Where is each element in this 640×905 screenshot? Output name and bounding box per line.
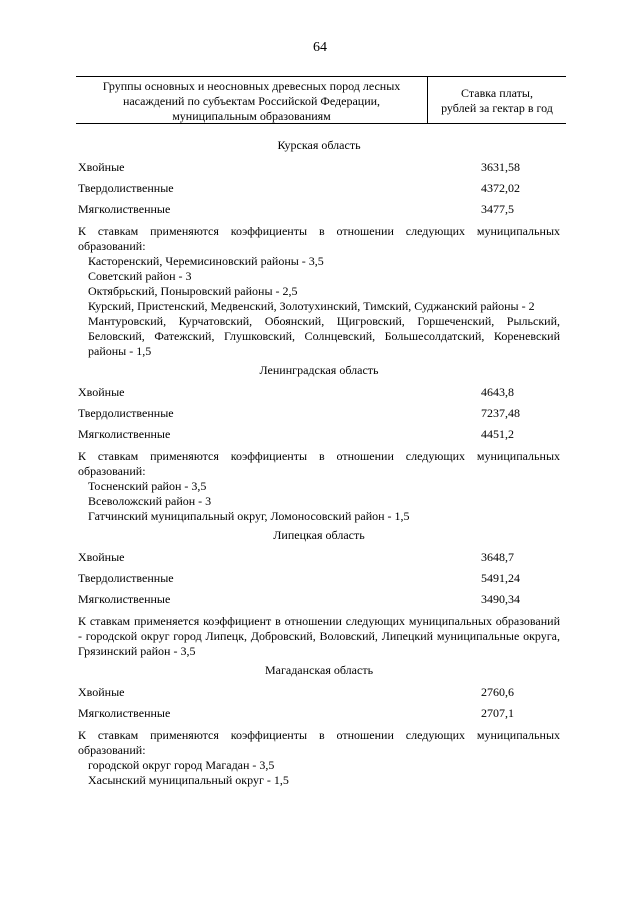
note-item: Всеволожский район - 3: [88, 494, 212, 508]
note-item: Советский район - 3: [88, 269, 192, 283]
region-title-lipetsk: Липецкая область: [273, 528, 365, 542]
table-header: [76, 76, 566, 124]
coefficient-note-lipetsk: [78, 614, 560, 659]
table-row: [78, 547, 560, 568]
species-group: Хвойные: [78, 685, 125, 699]
rate-value: 4643,8: [481, 385, 514, 399]
species-group: Хвойные: [78, 160, 125, 174]
region-title-leningrad: Ленинградская область: [259, 363, 379, 377]
rate-value: 3477,5: [481, 202, 514, 216]
note-item: Гатчинский муниципальный округ, Ломоносовский район - 1,5: [88, 509, 410, 523]
species-group: Твердолиственные: [78, 181, 174, 195]
note-item: Хасынский муниципальный округ - 1,5: [88, 773, 289, 787]
page-number: 64: [313, 40, 327, 55]
note-item: Тосненский район - 3,5: [88, 479, 207, 493]
note-intro: К ставкам применяются коэффициенты в отношении следующих муниципальных образований:: [78, 224, 560, 253]
rate-value: 5491,24: [481, 571, 520, 585]
table-row: [78, 403, 560, 424]
species-group: Твердолиственные: [78, 571, 174, 585]
rate-value: 3490,34: [481, 592, 520, 606]
header-rate-line: Ставка платы,: [461, 86, 533, 100]
species-group: Мягколиственные: [78, 706, 171, 720]
note-item: Касторенский, Черемисиновский районы - 3,5: [88, 254, 324, 268]
header-groups-column: [76, 77, 428, 123]
rate-value: 4451,2: [481, 427, 514, 441]
header-rate-column: [428, 77, 566, 123]
header-groups-line: Группы основных и неосновных древесных пород лесных: [102, 79, 401, 93]
header-groups-line: насаждений по субъектам Российской Федерации,: [122, 94, 381, 108]
rate-value: 3631,58: [481, 160, 520, 174]
table-row: [78, 199, 560, 220]
table-row: [78, 178, 560, 199]
coefficient-note-kursk: [78, 224, 560, 359]
rate-value: 4372,02: [481, 181, 520, 195]
region-title-kursk: Курская область: [277, 138, 361, 152]
species-group: Мягколиственные: [78, 427, 171, 441]
table-row: [78, 703, 560, 724]
note-intro: К ставкам применяется коэффициент в отношении следующих муниципальных образований - городской округ город Липецк, Добровский, Воловский, Липецкий муниципальные округа, Грязинский район - 3,5: [78, 614, 560, 658]
rate-value: 7237,48: [481, 406, 520, 420]
species-group: Хвойные: [78, 385, 125, 399]
region-title-magadan: Магаданская область: [264, 663, 374, 677]
note-item: Мантуровский, Курчатовский, Обоянский, Щигровский, Горшеченский, Рыльский, Беловский, Фатежский, Глушковский, Солнцевский, Большесолдатский, Кореневский районы - 1,5: [88, 314, 560, 358]
species-group: Мягколиственные: [78, 202, 171, 216]
table-row: [78, 568, 560, 589]
table-row: [78, 682, 560, 703]
coefficient-note-leningrad: [78, 449, 560, 524]
rate-value: 2760,6: [481, 685, 514, 699]
note-intro: К ставкам применяются коэффициенты в отношении следующих муниципальных образований:: [78, 728, 560, 757]
note-item: Курский, Пристенский, Медвенский, Золотухинский, Тимский, Суджанский районы - 2: [88, 299, 535, 313]
note-item: городской округ город Магадан - 3,5: [88, 758, 275, 772]
header-rate-line: рублей за гектар в год: [441, 101, 553, 115]
table-row: [78, 382, 560, 403]
header-groups-line: муниципальным образованиям: [172, 109, 331, 123]
table-row: [78, 157, 560, 178]
species-group: Мягколиственные: [78, 592, 171, 606]
coefficient-note-magadan: [78, 728, 560, 788]
species-group: Хвойные: [78, 550, 125, 564]
table-body: [78, 134, 560, 788]
note-item: Октябрьский, Поныровский районы - 2,5: [88, 284, 298, 298]
note-intro: К ставкам применяются коэффициенты в отношении следующих муниципальных образований:: [78, 449, 560, 478]
table-row: [78, 424, 560, 445]
table-row: [78, 589, 560, 610]
species-group: Твердолиственные: [78, 406, 174, 420]
rate-value: 3648,7: [481, 550, 514, 564]
rate-value: 2707,1: [481, 706, 514, 720]
